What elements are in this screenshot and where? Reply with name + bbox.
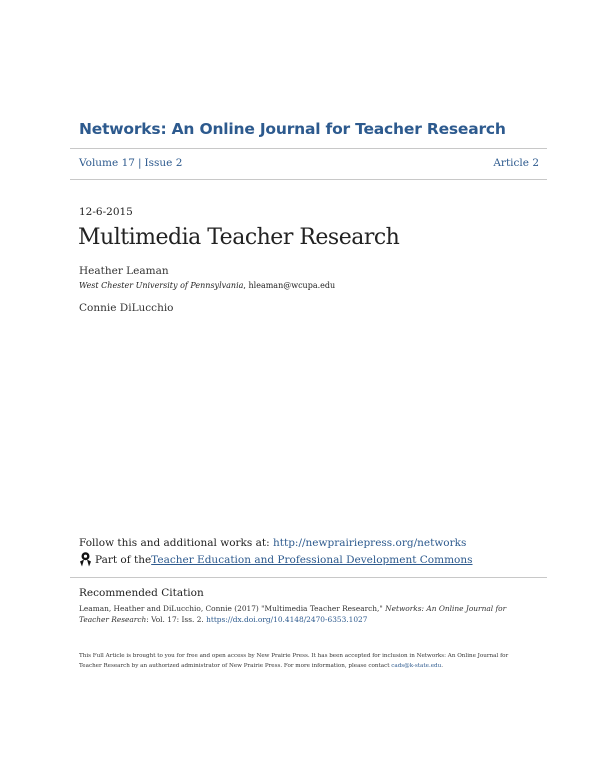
recommended-citation-heading: Recommended Citation xyxy=(79,587,204,599)
commons-link[interactable]: Teacher Education and Professional Development Commons xyxy=(151,553,473,566)
access-notice xyxy=(79,651,529,671)
author-institution: West Chester University of Pennsylvania xyxy=(79,281,244,290)
separator: | xyxy=(137,157,142,169)
citation-volume: : Vol. 17: Iss. 2. xyxy=(146,615,207,624)
citation-authors: Leaman, Heather and DiLucchio, Connie (2017) "Multimedia Teacher Research," xyxy=(79,604,386,613)
author-name-2: Connie DiLucchio xyxy=(79,302,174,314)
divider-bottom xyxy=(70,179,547,180)
author-email-link[interactable]: hleaman@wcupa.edu xyxy=(248,281,336,290)
author-affiliation-1: West Chester University of Pennsylvania, hleaman@wcupa.edu xyxy=(79,281,336,290)
issue-line xyxy=(79,157,539,171)
doi-link[interactable]: https://dx.doi.org/10.4148/2470-6353.1027 xyxy=(206,615,368,624)
article-link[interactable]: Article 2 xyxy=(493,157,539,169)
journal-title[interactable]: Networks: An Online Journal for Teacher Research xyxy=(79,120,506,138)
bepress-commons-icon xyxy=(79,552,92,567)
notice-end: . xyxy=(441,663,443,669)
contact-email-link[interactable]: cads@k-state.edu xyxy=(391,663,442,669)
volume-link[interactable]: Volume 17 xyxy=(79,157,135,169)
follow-line xyxy=(79,537,466,549)
divider-citation xyxy=(70,577,547,578)
citation-text xyxy=(79,603,519,625)
divider-top xyxy=(70,148,547,149)
issue-link[interactable]: Issue 2 xyxy=(144,157,183,169)
paper-title: Multimedia Teacher Research xyxy=(78,225,400,250)
follow-text: Follow this and additional works at: xyxy=(79,537,273,549)
notice-text: This Full Article is brought to you for free and open access by New Prairie Press. It has been accepted for inclusion in Networks: An Online Journal for Teacher Research by an authorized administrator of New Prairie Press. For more information, please contact xyxy=(79,653,509,669)
author-name-1: Heather Leaman xyxy=(79,265,169,277)
repository-link[interactable]: http://newprairiepress.org/networks xyxy=(273,537,467,549)
citation-journal: Networks: An Online Journal for Teacher Research xyxy=(79,604,507,624)
part-of-line xyxy=(79,552,473,567)
part-of-text: Part of the xyxy=(95,553,152,566)
publication-date: 12-6-2015 xyxy=(79,206,133,218)
